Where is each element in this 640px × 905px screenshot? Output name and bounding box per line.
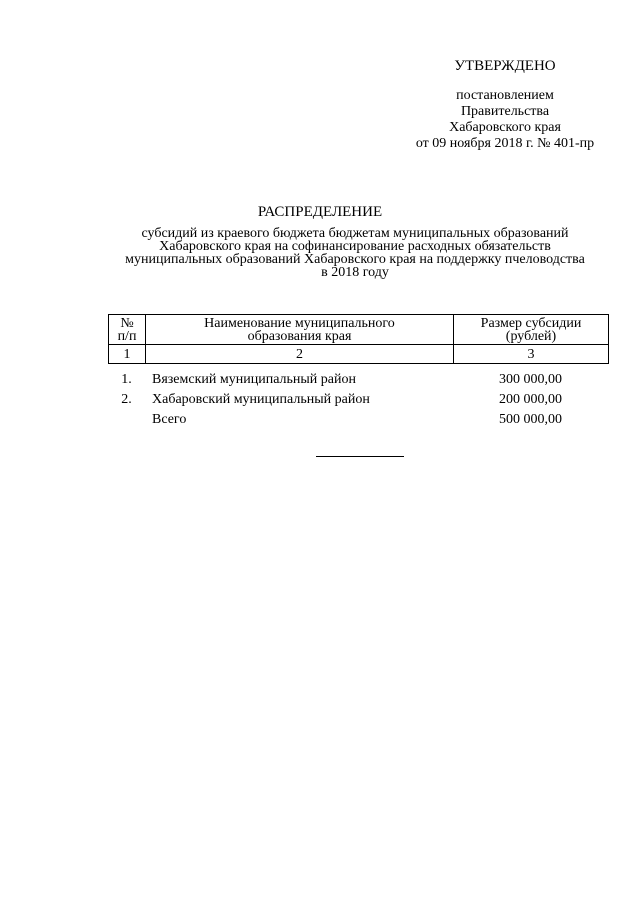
approval-line-3: Хабаровского края	[449, 120, 561, 135]
subtitle-line: субсидий из краевого бюджета бюджетам муниципальных образований	[141, 226, 569, 241]
table-row	[108, 370, 608, 390]
column-number: 1	[109, 345, 146, 364]
approval-heading: УТВЕРЖДЕНО	[454, 58, 556, 74]
approval-stamp	[400, 58, 610, 152]
subtitle-line: муниципальных образований Хабаровского края на поддержку пчеловодства	[125, 252, 585, 267]
subtitle-line: Хабаровского края на софинансирование расходных обязательств	[159, 239, 551, 254]
header-name: Наименование муниципального образования края	[146, 315, 454, 345]
document-title: РАСПРЕДЕЛЕНИЕ	[257, 204, 383, 220]
column-number: 2	[146, 345, 454, 364]
row-num: 2.	[121, 392, 132, 407]
document-subtitle	[90, 227, 620, 279]
row-num: 1.	[121, 372, 132, 387]
header-num: № п/п	[109, 315, 146, 345]
row-amount: 200 000,00	[499, 392, 562, 407]
total-amount: 500 000,00	[499, 412, 562, 427]
subtitle-line: в 2018 году	[321, 265, 389, 280]
row-name: Хабаровский муниципальный район	[152, 392, 370, 407]
column-number: 3	[454, 345, 609, 364]
column-number-row	[109, 345, 609, 364]
approval-line-1: постановлением	[456, 88, 554, 103]
total-label: Всего	[152, 412, 187, 427]
row-name: Вяземский муниципальный район	[152, 372, 356, 387]
end-divider	[316, 456, 404, 457]
approval-line-2: Правительства	[460, 104, 550, 119]
total-row	[108, 410, 608, 430]
distribution-table-header	[108, 314, 609, 364]
distribution-table-body	[108, 370, 608, 430]
approval-line-4: от 09 ноября 2018 г. № 401-пр	[415, 136, 595, 151]
table-header-row	[109, 315, 609, 345]
row-amount: 300 000,00	[499, 372, 562, 387]
header-amount: Размер субсидии (рублей)	[454, 315, 609, 345]
table-row	[108, 390, 608, 410]
